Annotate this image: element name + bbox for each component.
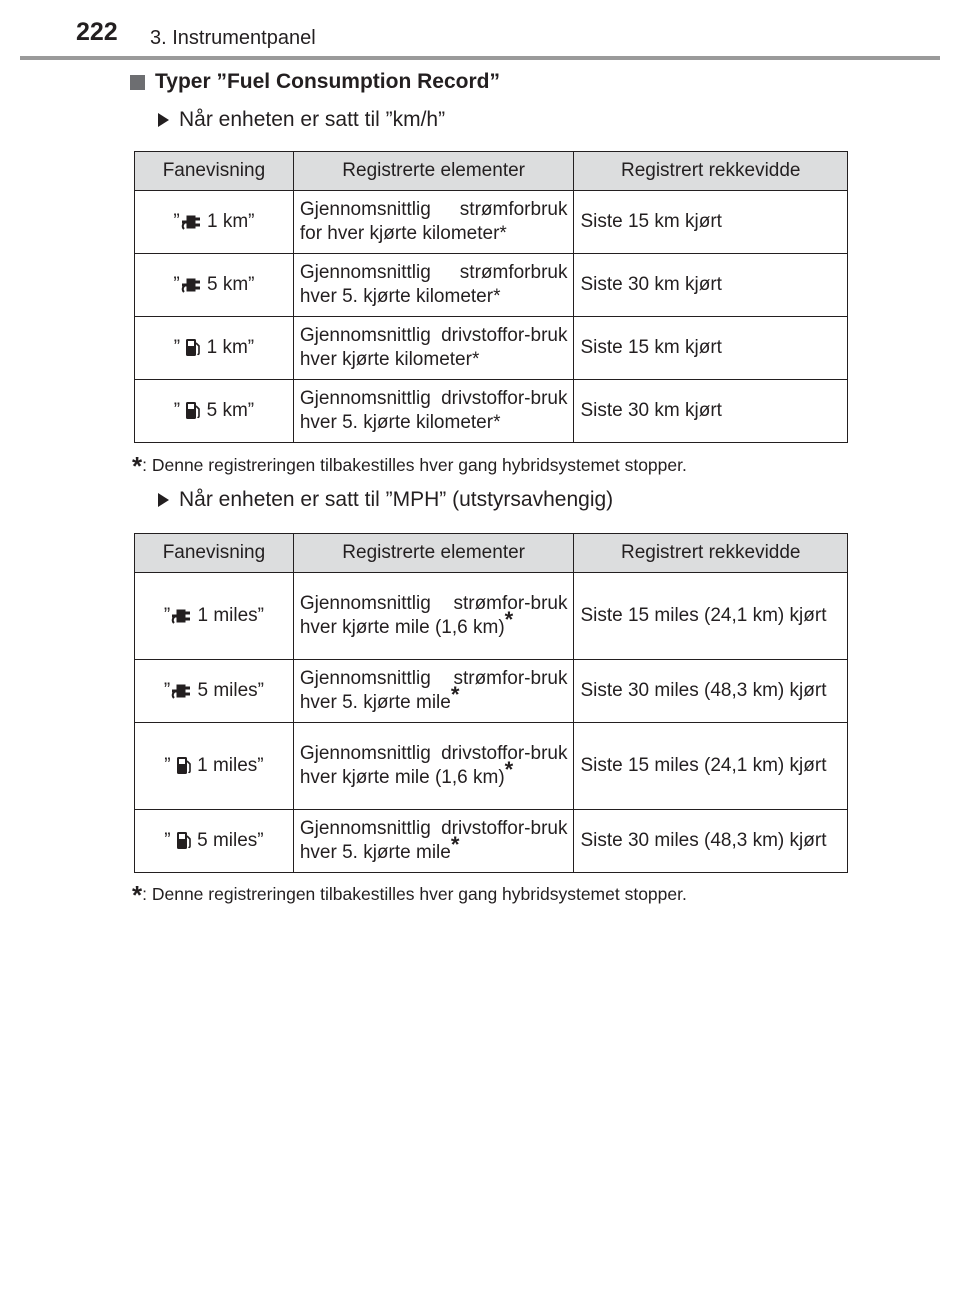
range-cell: Siste 15 miles (24,1 km) kjørt [574,573,848,660]
table-row [135,317,848,380]
items-cell [293,660,574,723]
tab-cell [135,723,294,810]
column-header: Fanevisning [135,152,294,191]
table-row [135,660,848,723]
range-cell: Siste 15 km kjørt [574,191,848,254]
electric-plug-icon [170,607,192,625]
tab-cell [135,660,294,723]
range-cell: Siste 30 km kjørt [574,254,848,317]
triangle-bullet-icon [158,493,169,507]
column-header: Registrerte elementer [293,152,574,191]
tab-cell [135,810,294,873]
open-quote: ” [173,400,181,421]
tab-label: 1 km” [206,337,255,358]
section-heading [130,70,500,94]
table-row [135,191,848,254]
footnote-text: : Denne registreringen tilbakestilles hver gang hybridsystemet stopper. [142,884,687,904]
items-cell: Gjennomsnittlig strømforbruk for hver kjørte kilometer* [293,191,574,254]
footnote-marker: * [132,451,143,481]
footnote-marker: * [450,682,460,707]
page-number: 222 [76,18,118,46]
column-header: Registrerte elementer [293,534,574,573]
items-cell: Gjennomsnittlig drivstoffor-bruk hver kjørte kilometer* [293,317,574,380]
tab-cell [135,380,294,443]
column-header: Registrert rekkevidde [574,152,848,191]
open-quote: ” [163,680,171,701]
range-cell: Siste 15 miles (24,1 km) kjørt [574,723,848,810]
mph-subheading [158,488,613,512]
tab-cell [135,317,294,380]
table-row [135,254,848,317]
tab-label: 5 miles” [197,830,264,851]
items-cell [293,573,574,660]
electric-plug-icon [170,682,192,700]
range-cell: Siste 30 miles (48,3 km) kjørt [574,660,848,723]
mph-footnote [132,880,687,911]
items-text: Gjennomsnittlig drivstoffor-bruk hver 5. kjørte mile [299,818,568,863]
fuel-pump-icon [176,830,192,850]
tab-label: 5 km” [206,274,255,295]
tab-label: 1 km” [206,211,255,232]
electric-plug-icon [180,276,202,294]
km-footnote [132,451,687,482]
range-cell: Siste 30 miles (48,3 km) kjørt [574,810,848,873]
tab-label: 5 miles” [197,680,264,701]
fuel-pump-icon [185,400,201,420]
tab-cell [135,573,294,660]
table-header-row [135,152,848,191]
table-row [135,573,848,660]
items-text: Gjennomsnittlig strømfor-bruk hver kjørte mile (1,6 km) [299,593,568,638]
range-cell: Siste 30 km kjørt [574,380,848,443]
tab-cell [135,191,294,254]
items-cell [293,810,574,873]
column-header: Registrert rekkevidde [574,534,848,573]
open-quote: ” [173,274,180,295]
table-row [135,810,848,873]
open-quote: ” [173,337,181,358]
table-row [135,723,848,810]
items-cell: Gjennomsnittlig strømforbruk hver 5. kjørte kilometer* [293,254,574,317]
square-bullet-icon [130,75,145,90]
items-cell: Gjennomsnittlig drivstoffor-bruk hver 5. kjørte kilometer* [293,380,574,443]
open-quote: ” [164,830,171,851]
chapter-title: 3. Instrumentpanel [150,27,316,49]
tab-label: 1 miles” [197,605,264,626]
tab-label: 1 miles” [197,755,264,776]
km-heading-text: Når enheten er satt til ”km/h” [179,108,446,131]
footnote-marker: * [450,832,460,857]
items-cell [293,723,574,810]
section-title: Typer ”Fuel Consumption Record” [155,70,500,93]
footnote-marker: * [504,607,514,632]
items-text: Gjennomsnittlig strømfor-bruk hver 5. kjørte mile [299,668,568,713]
open-quote: ” [163,605,171,626]
triangle-bullet-icon [158,113,169,127]
electric-plug-icon [180,213,202,231]
mph-table [134,533,848,873]
footnote-marker: * [504,757,514,782]
km-table [134,151,848,443]
column-header: Fanevisning [135,534,294,573]
table-row [135,380,848,443]
fuel-pump-icon [185,337,201,357]
table-header-row [135,534,848,573]
open-quote: ” [164,755,171,776]
tab-cell [135,254,294,317]
fuel-pump-icon [176,755,192,775]
footnote-marker: * [132,880,143,910]
mph-heading-text: Når enheten er satt til ”MPH” (utstyrsavhengig) [179,488,614,511]
range-cell: Siste 15 km kjørt [574,317,848,380]
footnote-text: : Denne registreringen tilbakestilles hver gang hybridsystemet stopper. [142,455,687,475]
open-quote: ” [173,211,180,232]
tab-label: 5 km” [206,400,255,421]
header-divider [20,56,940,60]
km-subheading [158,108,445,132]
items-text: Gjennomsnittlig drivstoffor-bruk hver kjørte mile (1,6 km) [299,743,568,788]
